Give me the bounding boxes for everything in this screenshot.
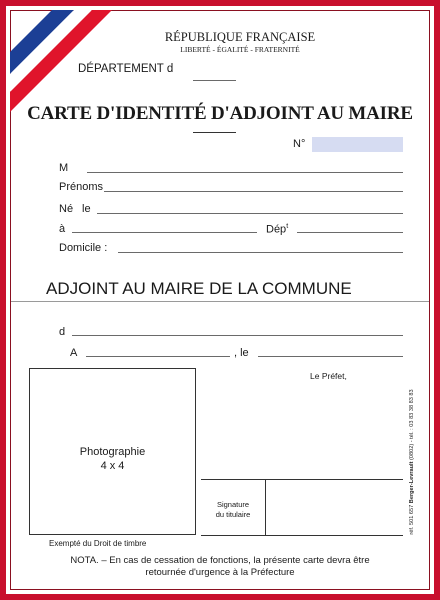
commune-heading: ADJOINT AU MAIRE DE LA COMMUNE <box>46 279 352 298</box>
a-label: à <box>59 223 66 235</box>
department-label: DÉPARTEMENT d <box>78 63 174 75</box>
document-title: CARTE D'IDENTITÉ D'ADJOINT AU MAIRE <box>27 103 413 124</box>
issued-at-line <box>86 356 230 357</box>
dept-line <box>297 232 403 233</box>
title-underline <box>193 132 236 133</box>
nota-line2: retournée d'urgence à la Préfecture <box>145 567 295 578</box>
signature-box-top <box>201 479 403 480</box>
signature-label-line1: Signature <box>216 500 250 509</box>
domicile-label: Domicile : <box>59 242 108 254</box>
prenoms-line <box>104 191 403 192</box>
m-line <box>87 172 403 173</box>
domicile-line <box>118 252 403 253</box>
signature-box-bottom <box>201 535 403 536</box>
commune-d-label: d <box>59 326 66 338</box>
republic-heading: RÉPUBLIQUE FRANÇAISE <box>164 30 316 44</box>
nota-line1: NOTA. – En cas de cessation de fonctions, la présente carte devra être <box>70 555 370 566</box>
birth-date-line <box>97 213 403 214</box>
stamp-exemption-note: Exempté du Droit de timbre <box>49 539 147 548</box>
photo-label-line2: 4 x 4 <box>100 460 125 472</box>
card-number-box <box>312 137 403 152</box>
issued-date-label: , le <box>234 347 249 359</box>
photo-label-line1: Photographie <box>79 446 146 458</box>
dept-label: Dép$^t$ <box>266 223 289 236</box>
prenoms-label: Prénoms <box>59 181 104 193</box>
birth-place-line <box>72 232 257 233</box>
dept-superscript: t <box>286 223 289 230</box>
signature-box-divider <box>265 479 266 536</box>
issued-date-line <box>258 356 403 357</box>
motto-text: LIBERTÉ - ÉGALITÉ - FRATERNITÉ <box>180 45 300 54</box>
m-label: M <box>59 162 69 174</box>
number-label: N° <box>293 138 306 150</box>
le-label: le <box>82 203 91 215</box>
ne-label: Né <box>59 203 74 215</box>
department-line <box>193 80 236 81</box>
publisher-reference: réf. 501 657 Berger-Levrault (0802) - tél. : 03 83 38 83 83 <box>409 389 415 535</box>
commune-name-line <box>72 335 403 336</box>
fold-line <box>11 301 429 302</box>
prefet-label: Le Préfet, <box>310 371 347 381</box>
issued-at-label: A <box>70 347 78 359</box>
publisher-name: Berger-Levrault <box>409 461 415 504</box>
signature-label-line2: du titulaire <box>215 510 251 519</box>
